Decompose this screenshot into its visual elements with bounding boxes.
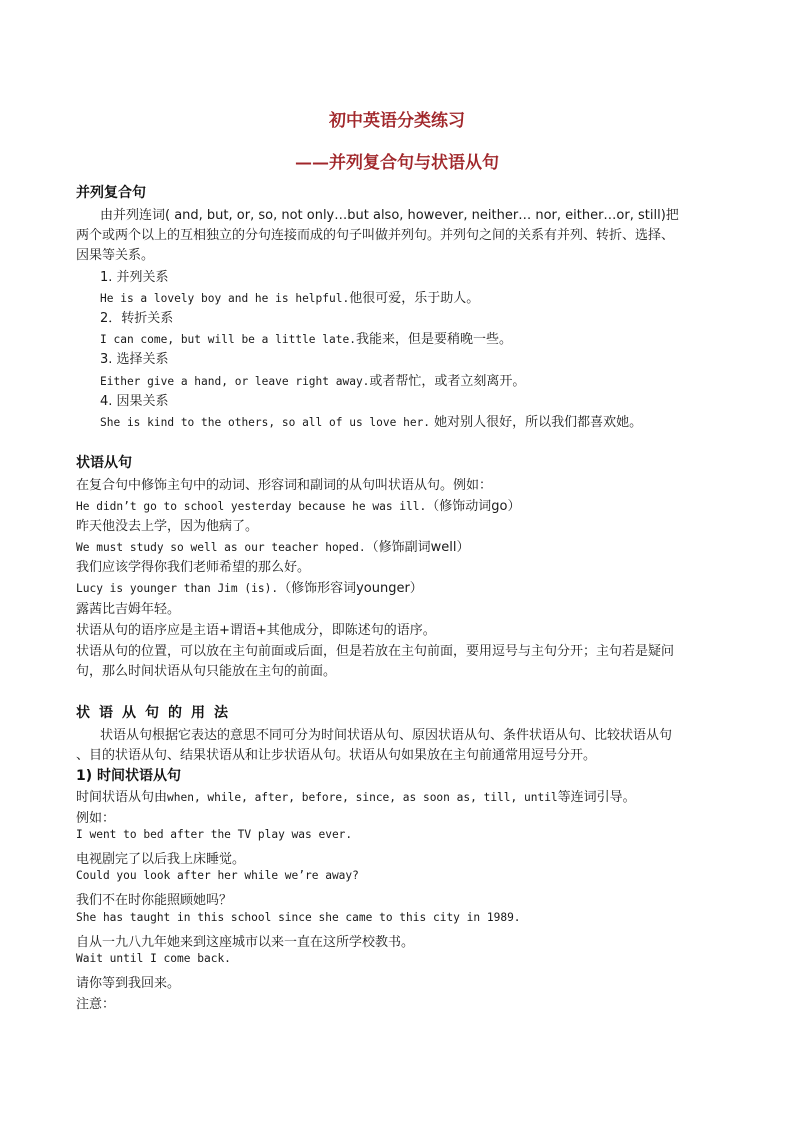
example-chinese: 我们应该学得你我们老师希望的那么好。 xyxy=(76,560,311,575)
example-english: I can come, but will be a little late. xyxy=(100,333,356,346)
example-chinese: 自从一九八九年她来到这座城市以来一直在这所学校教书。 xyxy=(76,935,415,950)
example-chinese: 我能来，但是要稍晚一些。 xyxy=(355,332,512,347)
example-line xyxy=(100,287,479,306)
example-chinese: 她对别人很好，所以我们都喜欢她。 xyxy=(430,415,643,430)
paragraph-line: 状语从句根据它表达的意思不同可分为时间状语从句、原因状语从句、条件状语从句、比较状语从句 xyxy=(100,728,673,743)
example-chinese: 他很可爱，乐于助人。 xyxy=(349,291,480,306)
conjunction-list: when, while, after, before, since, as soon as, till, until xyxy=(167,791,558,804)
paragraph-line: 、目的状语从句、结果状语从和让步状语从句。状语从句如果放在主句前通常用逗号分开。 xyxy=(76,748,597,763)
relation-label: 1. 并列关系 xyxy=(100,270,169,285)
section-heading-adverbial: 状语从句 xyxy=(76,455,132,471)
example-english: She has taught in this school since she came to this city in 1989. xyxy=(76,911,521,924)
note-label: 注意： xyxy=(76,997,116,1012)
paragraph-line: 状语从句的语序应是主语+谓语+其他成分，即陈述句的语序。 xyxy=(76,623,436,638)
example-english: Either give a hand, or leave right away. xyxy=(100,375,370,388)
example-chinese: 昨天他没去上学，因为他病了。 xyxy=(76,519,259,534)
relation-label: 3. 选择关系 xyxy=(100,352,169,367)
text-run: 等连词引导。 xyxy=(557,790,636,805)
document-subtitle: ——并列复合句与状语从句 xyxy=(295,153,499,173)
subsection-heading-time: 1) 时间状语从句 xyxy=(76,768,182,784)
example-line xyxy=(76,495,520,514)
example-english: Could you look after her while we’re away? xyxy=(76,869,359,882)
section-heading-usage: 状语从句的用法 xyxy=(76,705,237,721)
example-chinese: 请你等到我回来。 xyxy=(76,976,181,991)
example-line xyxy=(76,577,423,596)
example-line xyxy=(76,536,469,555)
paragraph-line: 由并列连词( and, but, or, so, not only…but also, however, neither… nor, either…or, still)把 xyxy=(100,208,679,223)
example-chinese: 我们不在时你能照顾她吗？ xyxy=(76,893,233,908)
example-chinese: 电视剧完了以后我上床睡觉。 xyxy=(76,852,246,867)
example-chinese: 或者帮忙，或者立刻离开。 xyxy=(369,374,526,389)
relation-label: 4. 因果关系 xyxy=(100,394,169,409)
section-heading-coordinate: 并列复合句 xyxy=(76,185,146,201)
paragraph-line: 在复合句中修饰主句中的动词、形容词和副词的从句叫状语从句。例如： xyxy=(76,478,493,493)
example-line xyxy=(100,328,512,347)
paragraph-line xyxy=(76,786,636,805)
example-english: He is a lovely boy and he is helpful. xyxy=(100,292,350,305)
example-english: Lucy is younger than Jim (is). xyxy=(76,582,279,595)
document-title: 初中英语分类练习 xyxy=(329,111,465,131)
relation-label: 2．转折关系 xyxy=(100,311,174,326)
example-english: I went to bed after the TV play was ever. xyxy=(76,828,353,841)
example-english: We must study so well as our teacher hoped. xyxy=(76,541,366,554)
example-label: 例如： xyxy=(76,811,116,826)
paragraph-line: 句，那么时间状语从句只能放在主句的前面。 xyxy=(76,664,337,679)
example-english: She is kind to the others, so all of us love her. xyxy=(100,416,431,429)
paragraph-line: 两个或两个以上的互相独立的分句连接而成的句子叫做并列句。并列句之间的关系有并列、转折、选择、 xyxy=(76,228,675,243)
paragraph-line: 状语从句的位置，可以放在主句前面或后面，但是若放在主句前面，要用逗号与主句分开；主句若是疑问 xyxy=(76,644,675,659)
example-english: He didn’t go to school yesterday because he was ill. xyxy=(76,500,427,513)
text-run: 时间状语从句由 xyxy=(76,790,168,805)
example-note: （修饰形容词younger） xyxy=(278,581,423,596)
example-note: （修饰动词go） xyxy=(426,499,521,514)
example-chinese: 露茜比吉姆年轻。 xyxy=(76,602,181,617)
example-line xyxy=(100,370,525,389)
example-note: （修饰副词well） xyxy=(365,540,470,555)
example-line xyxy=(100,411,642,430)
example-english: Wait until I come back. xyxy=(76,952,231,965)
paragraph-line: 因果等关系。 xyxy=(76,248,155,263)
